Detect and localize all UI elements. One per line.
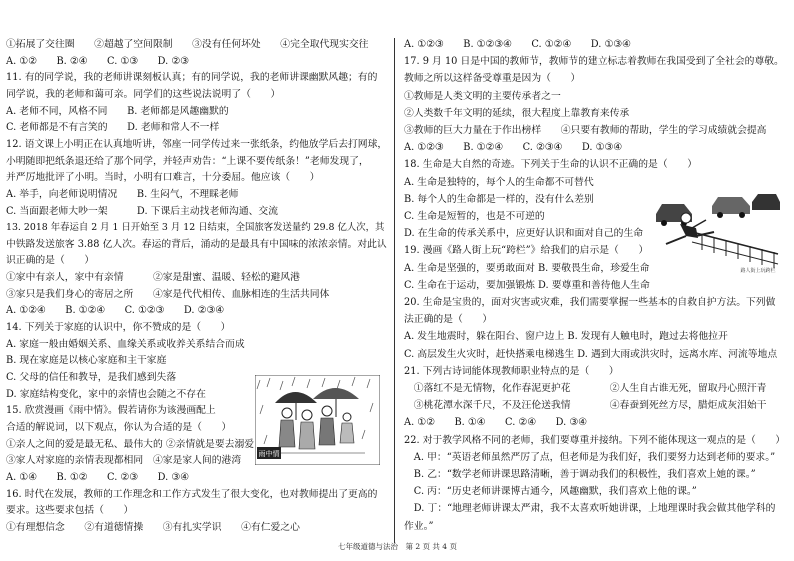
left-text-line: 15. 欣赏漫画《雨中情》。假若请你为该漫画配上 <box>6 405 216 417</box>
right-text-line: D. 在生命的传承关系中，应更好认识和面对自己的生命 <box>404 228 644 240</box>
left-text-line: 13. 2018 年春运自 2 月 1 日开始至 3 月 12 日结束，全国旅客发送量约 29.8 亿人次，其 <box>6 222 385 234</box>
right-text-line: 22. 对于教学风格不同的老师，我们要尊重并接纳。下列不能体现这一观点的是（ ） <box>404 434 786 446</box>
right-text-line: ③教师的巨大力量在于作出榜样 ④只要有教师的帮助，学生的学习成绩就会提高 <box>404 125 767 136</box>
column-divider <box>394 38 395 543</box>
left-text-line: ①有理想信念 ②有道德情操 ③有扎实学识 ④有仁爱之心 <box>6 521 300 533</box>
right-text-line: 20. 生命是宝贵的，面对灾害或灾难，我们需要掌握一些基本的自救自护方法。下列做 <box>404 297 776 308</box>
left-text-line: 要求。这些要求包括（ ） <box>6 505 134 517</box>
left-text-line: A. ①② B. ②④ C. ①③ D. ②③ <box>6 55 189 67</box>
right-text-line: C. 生命在于运动，要加强锻炼 D. 要尊重和善待他人生命 <box>404 279 650 291</box>
right-text-line: C. 丙：“历史老师讲课博古通今，风趣幽默，我们喜欢上他的课。” <box>404 486 697 498</box>
left-text-line: A. ①②④ B. ①②④ C. ①②③ D. ②③④ <box>6 305 225 317</box>
right-text-line: ③桃花潭水深千尺，不及汪伦送我情 ④春蚕到死丝方尽，腊炬成灰泪始干 <box>404 400 767 412</box>
right-text-line: C. 生命是短暂的，也是不可逆的 <box>404 211 545 222</box>
left-text-line: ①亲人之间的爱是最无私、最伟大的 ②亲情就是要去溺爱 <box>6 438 255 450</box>
right-text-line: A. 发生地震时，躲在阳台、窗户边上 B. 发现有人触电时，跑过去将他拉开 <box>404 331 728 343</box>
left-text-line: D. 家庭结构变化，家中的亲情也会随之不存在 <box>6 388 206 400</box>
right-text-line: 作业。” <box>404 520 434 532</box>
right-text-line: 19. 漫画《路人街上玩“跨栏”》给我们的启示是（ ） <box>404 245 649 257</box>
right-text-line: A. 生命是独特的，每个人的生命都不可替代 <box>404 176 594 188</box>
left-text-line: 11. 有的同学说，我的老师讲课刻板认真；有的同学说，我的老师讲课幽默风趣；有的 <box>6 72 378 84</box>
left-text-line: 16. 时代在发展，教师的工作理念和工作方式发生了很大变化，也对教师提出了更高的 <box>6 488 378 500</box>
right-text-line: 21. 下列古诗词能体现教师职业特点的是（ ） <box>404 365 619 377</box>
left-text-line: 小明随即把纸条退还给了那个同学，并轻声劝告：“上课不要传纸条！”老师发现了， <box>6 155 369 167</box>
right-text-line: 17. 9 月 10 日是中国的教师节，教师节的建立标志着教师在我国受到了全社会的尊敬。 <box>404 56 784 68</box>
left-text-line: ①拓展了交往圈 ②超越了空间限制 ③没有任何坏处 ④完全取代现实交往 <box>6 39 369 50</box>
left-text-line: ③家人对家庭的亲情表现都相同 ④家是家人间的港湾 <box>6 455 242 467</box>
left-text-line: A. 家庭一般由婚姻关系、血缘关系或收养关系结合而成 <box>6 338 245 350</box>
left-text-line: 中铁路发送旅客 3.88 亿人次。春运的背后，涌动的是最具有中国味的浓浓亲情。对此认 <box>6 238 387 250</box>
right-text-line: D. 丁：“地理老师讲课太严肃，我不太喜欢听她讲课，上地理课时我会做其他学科的 <box>404 503 776 515</box>
hurdle-cartoon-illustration <box>652 192 782 274</box>
page-footer: 七年级道德与法治 第 2 页 共 4 页 <box>338 542 457 551</box>
left-text-line: B. 现在家庭是以核心家庭和主干家庭 <box>6 355 167 367</box>
left-text-line: C. 老师都是不有言笑的 D. 老师和常人不一样 <box>6 122 220 134</box>
right-text-line: A. 甲：“英语老师虽然严厉了点，但老师是为我们好，我们要努力达到老师的要求。” <box>404 451 776 463</box>
right-text-line: ②人类数千年文明的延续，很大程度上靠教育来传承 <box>404 107 630 119</box>
left-text-line: ①家中有亲人，家中有亲情 ②家是甜蜜、温暖、轻松的避风港 <box>6 272 300 284</box>
right-text-line: A. ①② B. ①④ C. ②④ D. ③④ <box>404 417 587 429</box>
hurdle-cartoon-label: 路人街上玩跨栏 <box>740 268 776 274</box>
right-text-line: ①教师是人类文明的主要传承者之一 <box>404 90 561 102</box>
left-text-line: C. 当面跟老师大吵一架 D. 下课后主动找老师沟通、交流 <box>6 205 279 217</box>
rain-cartoon-illustration <box>255 375 380 465</box>
left-text-line: A. ①④ B. ①② C. ②③ D. ③④ <box>6 471 189 483</box>
right-text-line: A. 生命是坚强的，要勇敢面对 B. 要敬畏生命，珍爱生命 <box>404 262 650 274</box>
left-text-line: 识正确的是（ ） <box>6 255 95 267</box>
right-text-line: ①落红不是无情物，化作春泥更护花 ②人生自古谁无死，留取丹心照汗青 <box>404 383 767 394</box>
right-text-line: 18. 生命是大自然的奇迹。下列关于生命的认识不正确的是（ ） <box>404 159 698 171</box>
left-text-line: 合适的解说词，以下观点，你认为合适的是（ ） <box>6 421 232 433</box>
right-text-line: A. ①②③ B. ①②④ C. ②③④ D. ①③④ <box>404 142 623 154</box>
left-text-line: 14. 下列关于家庭的认识中，你不赞成的是（ ） <box>6 322 231 334</box>
right-text-line: 法正确的是（ ） <box>404 314 493 326</box>
left-text-line: 并严厉地批评了小明。当时，小明有口难言，十分委屈。他应该（ ） <box>6 172 320 184</box>
right-text-line: B. 乙：“数学老师讲课思路清晰，善于调动我们的积极性，我们喜欢上她的课。” <box>404 469 756 480</box>
left-text-line: A. 老师不同，风格不同 B. 老师都是风趣幽默的 <box>6 105 229 117</box>
left-text-line: 12. 语文课上小明正在认真地听讲，邻座一同学传过来一张纸条，约他放学后去打网球， <box>6 138 388 150</box>
right-text-line: C. 高层发生火灾时，赶快搭乘电梯逃生 D. 遇到大雨或洪灾时，远离水库、河流等地点 <box>404 348 778 360</box>
right-text-line: B. 每个人的生命都是一样的，没有什么差别 <box>404 193 594 205</box>
left-text-line: ③家只是我们身心的寄居之所 ④家是代代相传、血脉相连的生活共同体 <box>6 288 330 300</box>
rain-cartoon-label: 雨中情 <box>258 450 280 458</box>
left-text-line: 同学说，我的老师和蔼可亲。同学们的这些说法说明了（ ） <box>6 88 281 100</box>
right-text-line: 教师之所以这样备受尊重是因为（ ） <box>404 73 581 85</box>
left-text-line: A. 举手，向老师说明情况 B. 生闷气，不理睬老师 <box>6 188 239 200</box>
right-text-line: A. ①②③ B. ①②③④ C. ①②④ D. ①③④ <box>404 39 631 50</box>
left-text-line: C. 父母的信任和教导，是我们感到失落 <box>6 372 177 383</box>
